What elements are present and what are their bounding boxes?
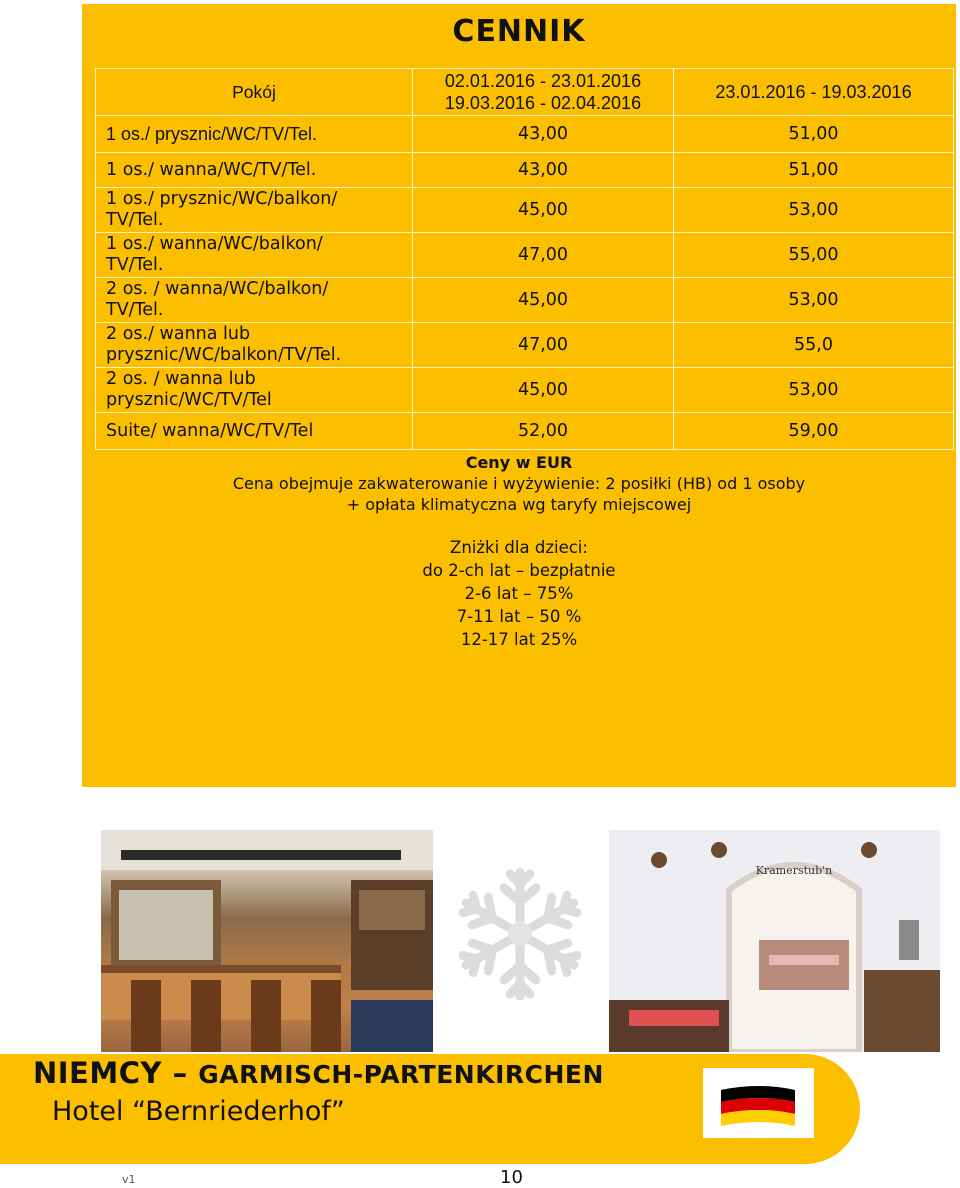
tax-note: + opłata klimatyczna wg taryfy miejscowej (346, 495, 692, 514)
restaurant-photo-drawing (609, 830, 940, 1052)
page-title: CENNIK (452, 14, 586, 49)
price-period2: 51,00 (674, 153, 954, 188)
german-flag (703, 1068, 814, 1138)
table-row (96, 153, 954, 188)
discount-item: 12-17 lat 25% (460, 630, 578, 649)
room-type-line1: 2 os./ wanna lub (106, 324, 251, 344)
room-type-line2: TV/Tel. (106, 255, 164, 275)
price-period1: 52,00 (413, 413, 674, 450)
room-type (96, 233, 413, 278)
price-period2: 55,00 (674, 233, 954, 278)
discount-heading: Zniżki dla dzieci: (450, 538, 588, 557)
room-type-line2: TV/Tel. (106, 300, 164, 320)
header-room: Pokój (96, 69, 413, 116)
discount-item: 7-11 lat – 50 % (456, 607, 582, 626)
snowflake-icon (455, 862, 585, 1007)
hotel-name: Hotel “Bernriederhof” (52, 1096, 345, 1127)
header-period2: 23.01.2016 - 19.03.2016 (674, 69, 954, 116)
price-period1: 45,00 (413, 278, 674, 323)
table-row (96, 323, 954, 368)
country-name: NIEMCY (33, 1056, 163, 1090)
german-flag-icon (703, 1068, 814, 1138)
price-period2: 53,00 (674, 188, 954, 233)
version-label: v1 (122, 1173, 136, 1186)
price-period1: 47,00 (413, 323, 674, 368)
table-row (96, 116, 954, 153)
price-period1: 45,00 (413, 368, 674, 413)
room-type-line2: prysznic/WC/balkon/TV/Tel. (106, 345, 342, 365)
table-row (96, 188, 954, 233)
price-period2: 53,00 (674, 368, 954, 413)
table-row (96, 413, 954, 450)
restaurant-sign: Kramerstub'n (755, 864, 833, 877)
room-type (96, 188, 413, 233)
price-period1: 43,00 (413, 116, 674, 153)
table-row (96, 278, 954, 323)
price-period2: 59,00 (674, 413, 954, 450)
bar-photo-drawing (101, 830, 433, 1052)
room-type: 1 os./ wanna/WC/TV/Tel. (96, 153, 413, 188)
room-type-line2: prysznic/WC/TV/Tel (106, 390, 272, 410)
room-type-line1: 1 os./ wanna/WC/balkon/ (106, 234, 323, 254)
price-period1: 45,00 (413, 188, 674, 233)
price-period1: 47,00 (413, 233, 674, 278)
discount-item: 2-6 lat – 75% (464, 584, 574, 603)
restaurant-photo (609, 830, 940, 1052)
price-period2: 53,00 (674, 278, 954, 323)
price-panel (82, 4, 956, 787)
header-period1-line1: 02.01.2016 - 23.01.2016 (444, 71, 642, 91)
page-number: 10 (500, 1167, 523, 1188)
table-header-row (96, 69, 954, 116)
room-type: 1 os./ prysznic/WC/TV/Tel. (96, 116, 413, 153)
price-table (95, 68, 954, 450)
price-period2: 55,0 (674, 323, 954, 368)
price-notes (82, 452, 956, 515)
price-period2: 51,00 (674, 116, 954, 153)
room-type-line1: 2 os. / wanna lub (106, 369, 256, 389)
room-type-line2: TV/Tel. (106, 210, 164, 230)
bar-photo (101, 830, 433, 1052)
header-period1 (413, 69, 674, 116)
price-period1: 43,00 (413, 153, 674, 188)
room-type (96, 323, 413, 368)
table-row (96, 233, 954, 278)
room-type-line1: 2 os. / wanna/WC/balkon/ (106, 279, 329, 299)
table-row (96, 368, 954, 413)
city-name: GARMISCH-PARTENKIRCHEN (198, 1060, 604, 1089)
room-type (96, 368, 413, 413)
discount-item: do 2-ch lat – bezpłatnie (422, 561, 616, 580)
inclusion-note: Cena obejmuje zakwaterowanie i wyżywienie: 2 posiłki (HB) od 1 osoby (232, 474, 806, 493)
currency-note: Ceny w EUR (465, 453, 573, 472)
room-type (96, 278, 413, 323)
country-city-heading (33, 1056, 604, 1090)
child-discounts (82, 536, 956, 651)
header-period1-line2: 19.03.2016 - 02.04.2016 (444, 93, 642, 113)
room-type-line1: 1 os./ prysznic/WC/balkon/ (106, 189, 338, 209)
room-type: Suite/ wanna/WC/TV/Tel (96, 413, 413, 450)
heading-dash: – (162, 1056, 199, 1090)
